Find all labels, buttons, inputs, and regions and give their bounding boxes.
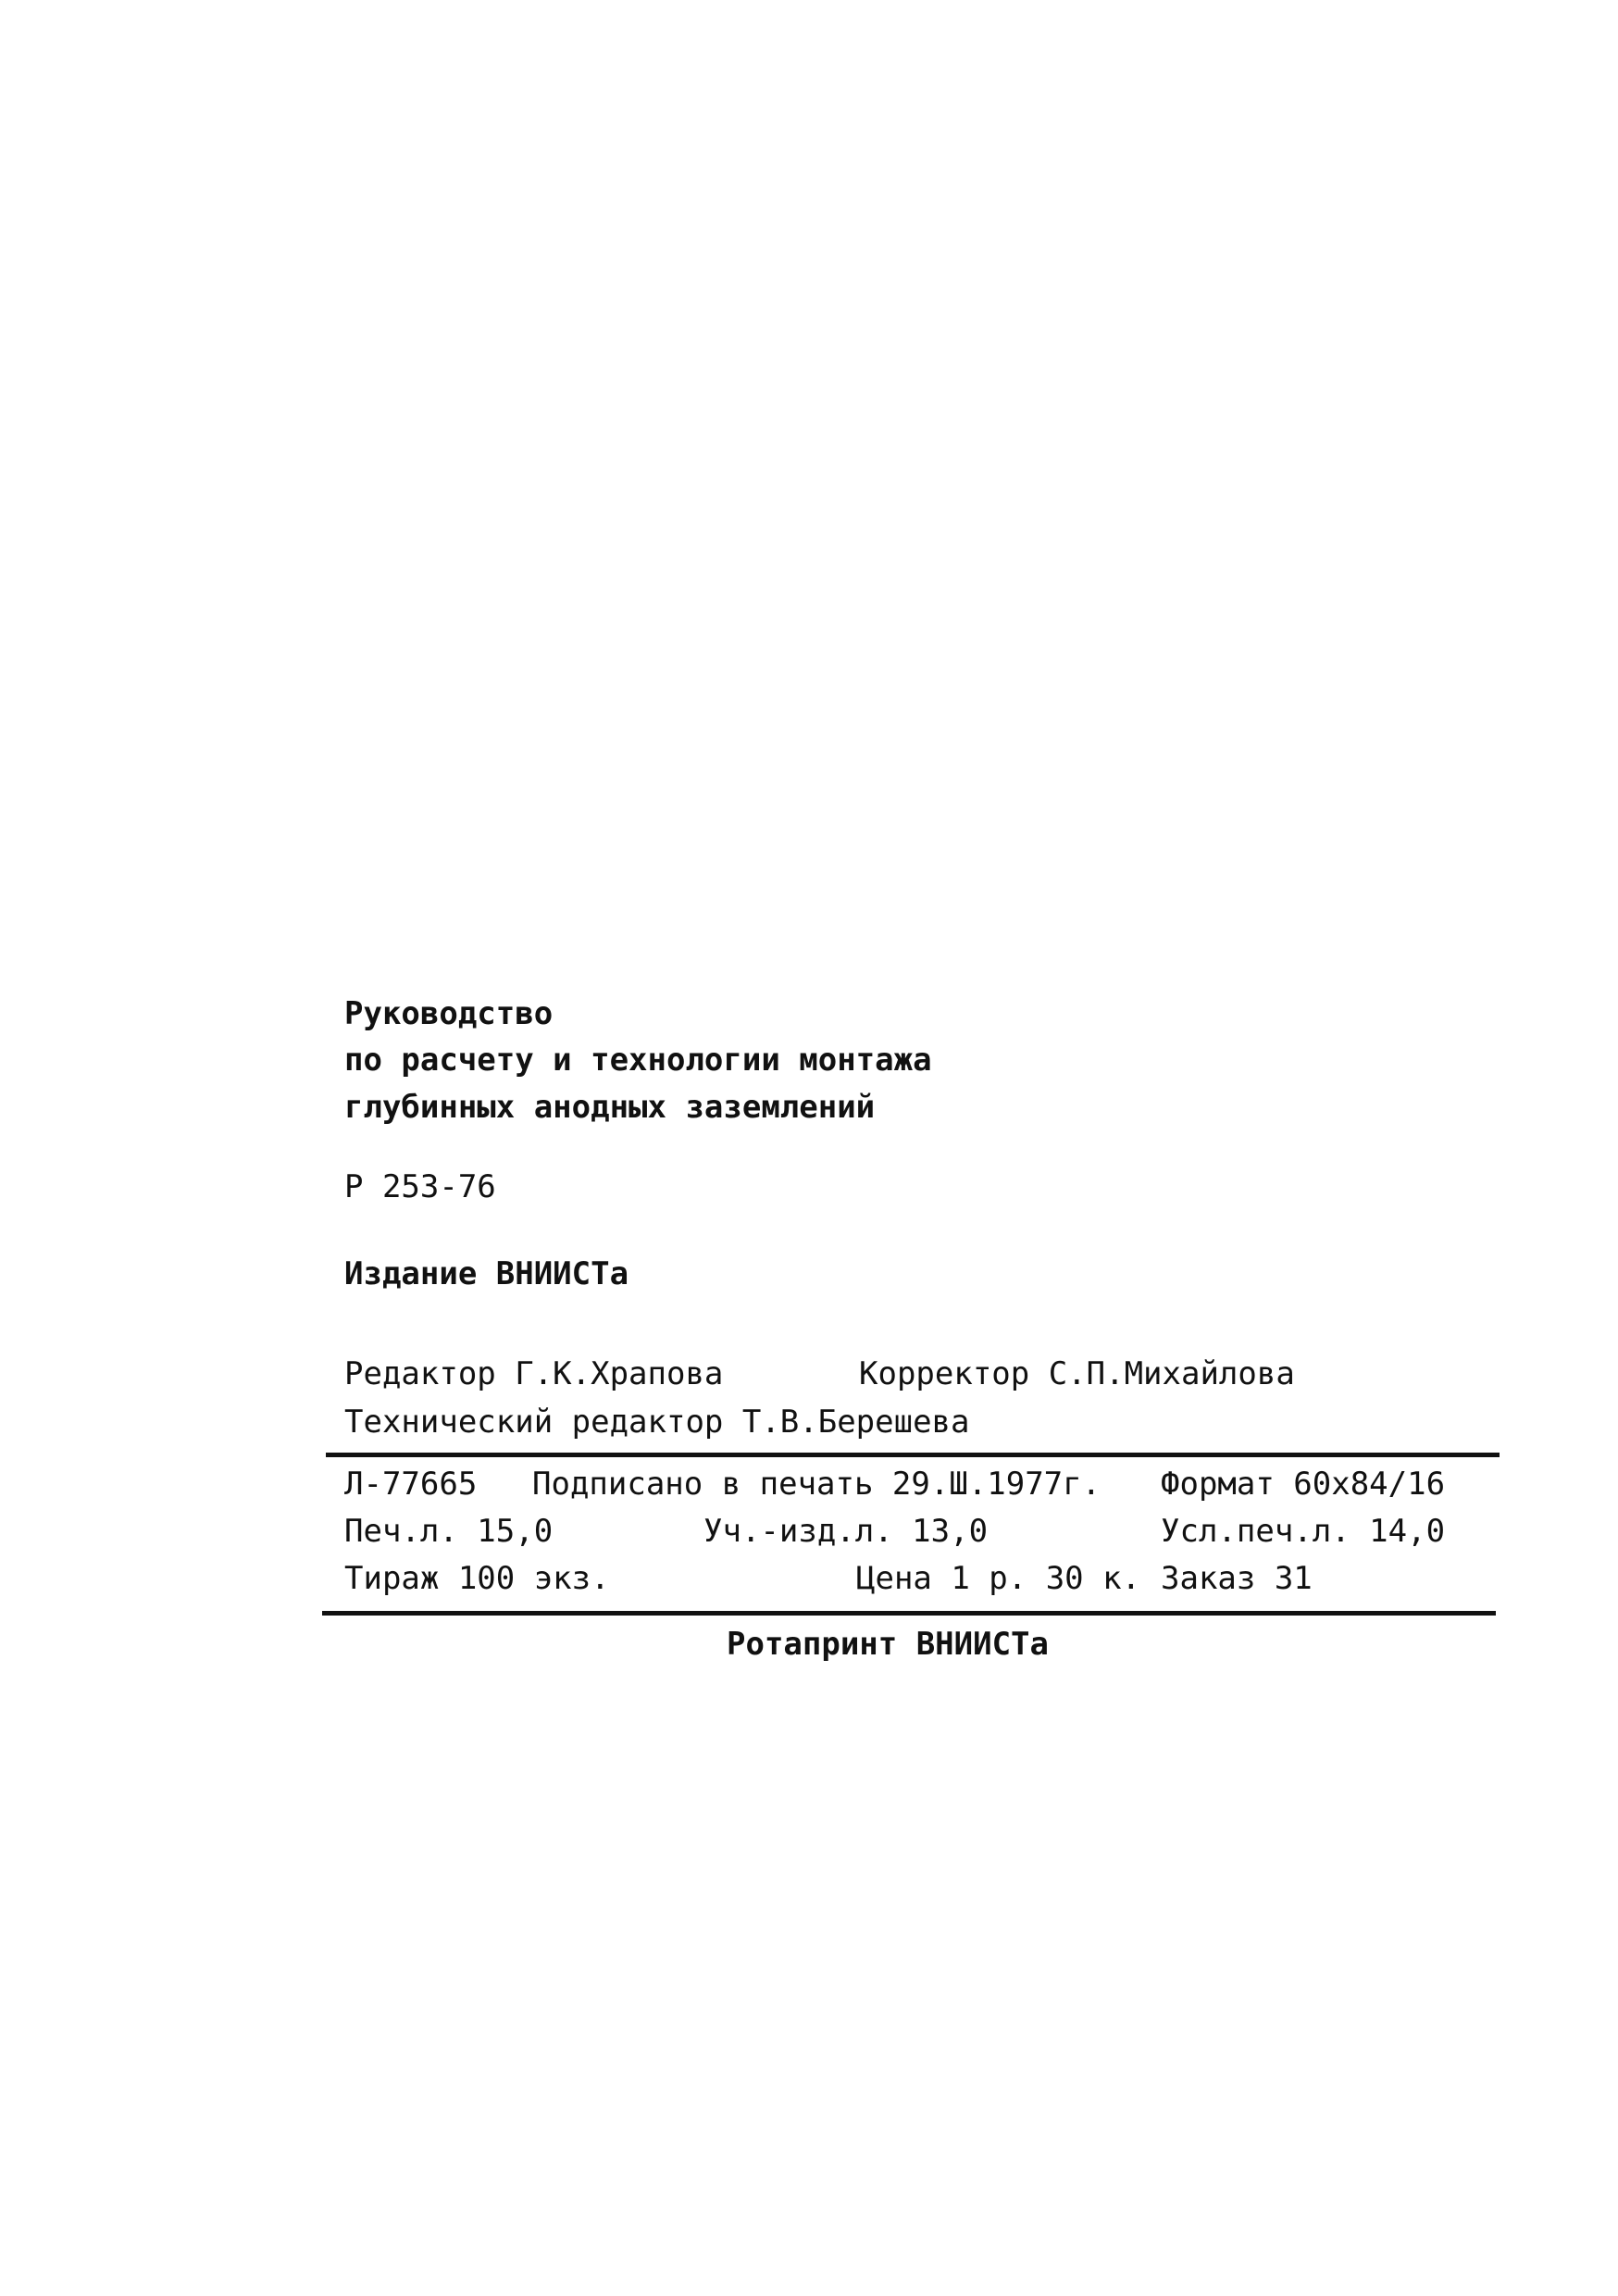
imprint-print-sheets: Печ.л. 15,0 <box>344 1513 554 1550</box>
imprint-pub-sheets: Уч.-изд.л. 13,0 <box>703 1513 989 1550</box>
imprint-number: Л-77665 <box>344 1466 478 1503</box>
printer-line: Ротапринт ВНИИСТа <box>727 1626 1049 1663</box>
imprint-format: Формат 60х84/16 <box>1161 1466 1446 1503</box>
editor-credit: Редактор Г.К.Храпова <box>344 1355 724 1392</box>
tech-editor-credit: Технический редактор Т.В.Берешева <box>344 1404 970 1441</box>
imprint-top-rule <box>326 1453 1500 1457</box>
title-line-1: Руководство <box>344 995 554 1032</box>
proofreader-credit: Корректор С.П.Михайлова <box>859 1355 1295 1392</box>
imprint-signed-date: Подписано в печать 29.Ш.1977г. <box>532 1466 1101 1503</box>
imprint-bottom-rule <box>322 1611 1496 1616</box>
edition-line: Издание ВНИИСТа <box>344 1255 629 1292</box>
title-line-3: глубинных анодных заземлений <box>344 1089 876 1126</box>
imprint-order: Заказ 31 <box>1161 1560 1313 1597</box>
document-code: Р 253-76 <box>344 1168 496 1205</box>
imprint-print-run: Тираж 100 экз. <box>344 1560 610 1597</box>
imprint-cond-sheets: Усл.печ.л. 14,0 <box>1161 1513 1446 1550</box>
imprint-price: Цена 1 р. 30 к. <box>856 1560 1141 1597</box>
title-line-2: по расчету и технологии монтажа <box>344 1042 932 1079</box>
